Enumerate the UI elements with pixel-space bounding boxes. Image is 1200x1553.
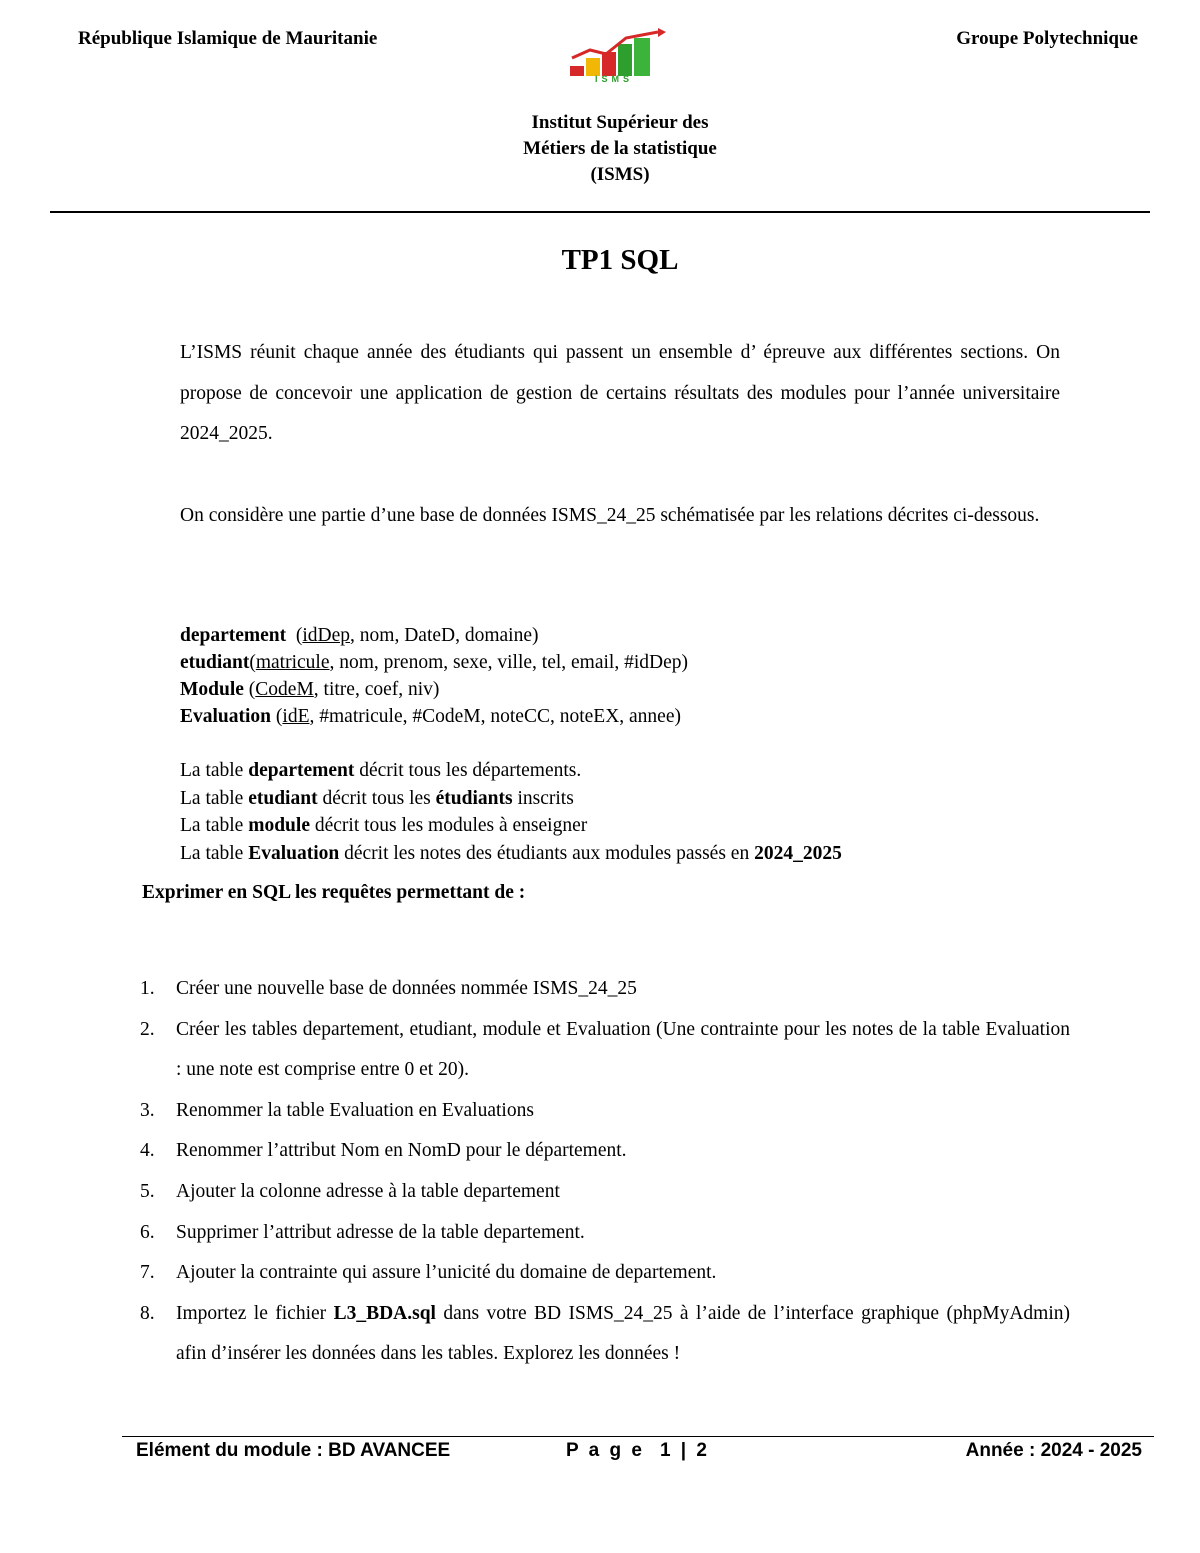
question-2 [140,1010,1070,1091]
relational-schema [180,622,688,730]
table-descriptions [180,757,842,867]
question-number: 3. [140,1099,155,1121]
header-left: République Islamique de Mauritanie [78,28,378,49]
logo-bar-red [570,66,584,76]
logo-bar-green [618,44,632,76]
primary-key: idDep [302,625,351,646]
question-text [176,1294,1070,1375]
description-departement [180,757,842,785]
primary-key: idE [282,706,310,727]
question-list [140,969,1070,1375]
relation-evaluation [180,703,688,730]
question-5 [140,1172,1070,1213]
relation-name: departement [180,625,287,646]
desc-text: La table [180,760,249,781]
desc-text: décrit les notes des étudiants aux modules passés en [339,842,755,864]
footer-module: Elément du module : BD AVANCEE [136,1440,451,1461]
question-number: 6. [140,1221,155,1243]
logo-text: ISMS [594,74,634,82]
relation-name: Evaluation [180,706,272,727]
description-module [180,812,842,840]
file-name: L3_BDA.sql [333,1302,436,1324]
institute-line-1: Institut Supérieur des [531,112,709,133]
header-divider [50,211,1150,213]
question-number: 7. [140,1262,155,1284]
intro-paragraph-2: On considère une partie d’une base de données ISMS_24_25 schématisée par les relations décrites ci-dessous. [180,505,1040,526]
desc-table-name: Evaluation [248,842,340,864]
document-title: TP1 SQL [561,244,679,276]
institute-block [0,110,1200,188]
relation-attributes: , #matricule, #CodeM, noteCC, noteEX, annee) [309,706,681,727]
footer-divider [122,1436,1154,1437]
question-3 [140,1091,1070,1132]
relation-open: ( [286,625,303,646]
question-8 [140,1294,1070,1375]
desc-table-name: departement [248,760,355,781]
desc-table-name: module [248,815,310,836]
header-right: Groupe Polytechnique [956,28,1138,49]
question-number: 1. [140,978,155,999]
relation-name: Module [180,679,244,700]
question-number: 4. [140,1140,155,1162]
desc-text: La table [180,787,249,809]
description-etudiant [180,785,842,813]
logo-bar-red-2 [602,52,616,76]
relation-name: etudiant [180,652,250,673]
intro-paragraph-1: L’ISMS réunit chaque année des étudiants qui passent un ensemble d’ épreuve aux différentes sections. On propose de concevoir une application de gestion de certains résultats des modules pour l’année universitaire 2024_2025. [180,342,1060,444]
desc-text: décrit tous les [317,787,436,809]
relation-departement [180,622,688,649]
question-number: 8. [140,1302,155,1324]
question-text: Ajouter la colonne adresse à la table departement [176,1180,560,1202]
question-7 [140,1253,1070,1294]
question-4 [140,1131,1070,1172]
desc-text: La table [180,842,249,864]
desc-table-name: etudiant [248,787,318,809]
desc-text: inscrits [512,787,574,809]
relation-etudiant [180,649,688,676]
primary-key: CodeM [255,679,314,700]
institute-line-3: (ISMS) [590,164,650,185]
question-text: Ajouter la contrainte qui assure l’unicité du domaine de departement. [176,1262,717,1284]
relation-open: ( [243,679,256,700]
desc-year: 2024_2025 [754,842,842,864]
desc-text: La table [180,815,249,836]
desc-emphasis: étudiants [435,787,513,809]
question-text: Renommer l’attribut Nom en NomD pour le département. [176,1140,627,1162]
question-text: Créer une nouvelle base de données nommée ISMS_24_25 [176,978,637,999]
task-heading: Exprimer en SQL les requêtes permettant de : [142,882,526,903]
question-6 [140,1213,1070,1254]
question-text-part: dans votre BD ISMS_24_25 à l’aide de l’interface graphique (phpMyAdmin) afin d’insérer les données dans les tables. Explorez les données ! [176,1302,1070,1365]
question-number: 5. [140,1180,155,1202]
footer-year: Année : 2024 - 2025 [965,1440,1142,1461]
desc-text: décrit tous les modules à enseigner [309,815,588,836]
institute-line-2: Métiers de la statistique [523,138,717,159]
relation-open: ( [249,652,256,673]
relation-attributes: , nom, prenom, sexe, ville, tel, email, #idDep) [329,652,688,673]
question-text: Supprimer l’attribut adresse de la table departement. [176,1221,585,1243]
primary-key: matricule [255,652,330,673]
question-text: Renommer la table Evaluation en Evaluations [176,1099,534,1121]
logo-arrow-icon [658,28,666,37]
relation-attributes: , nom, DateD, domaine) [350,625,539,646]
footer-page-number: P a g e 1 | 2 [566,1440,710,1461]
description-evaluation [180,840,842,868]
relation-module [180,676,688,703]
logo-bar-green-2 [634,38,650,76]
question-1 [140,969,1070,1010]
question-text: Créer les tables departement, etudiant, module et Evaluation (Une contrainte pour les notes de la table Evaluation : une note est comprise entre 0 et 20). [176,1018,1070,1081]
isms-logo [566,28,672,82]
question-text-part: Importez le fichier [176,1302,334,1324]
relation-attributes: , titre, coef, niv) [313,679,440,700]
question-number: 2. [140,1018,155,1040]
relation-open: ( [271,706,283,727]
desc-text: décrit tous les départements. [354,760,582,781]
